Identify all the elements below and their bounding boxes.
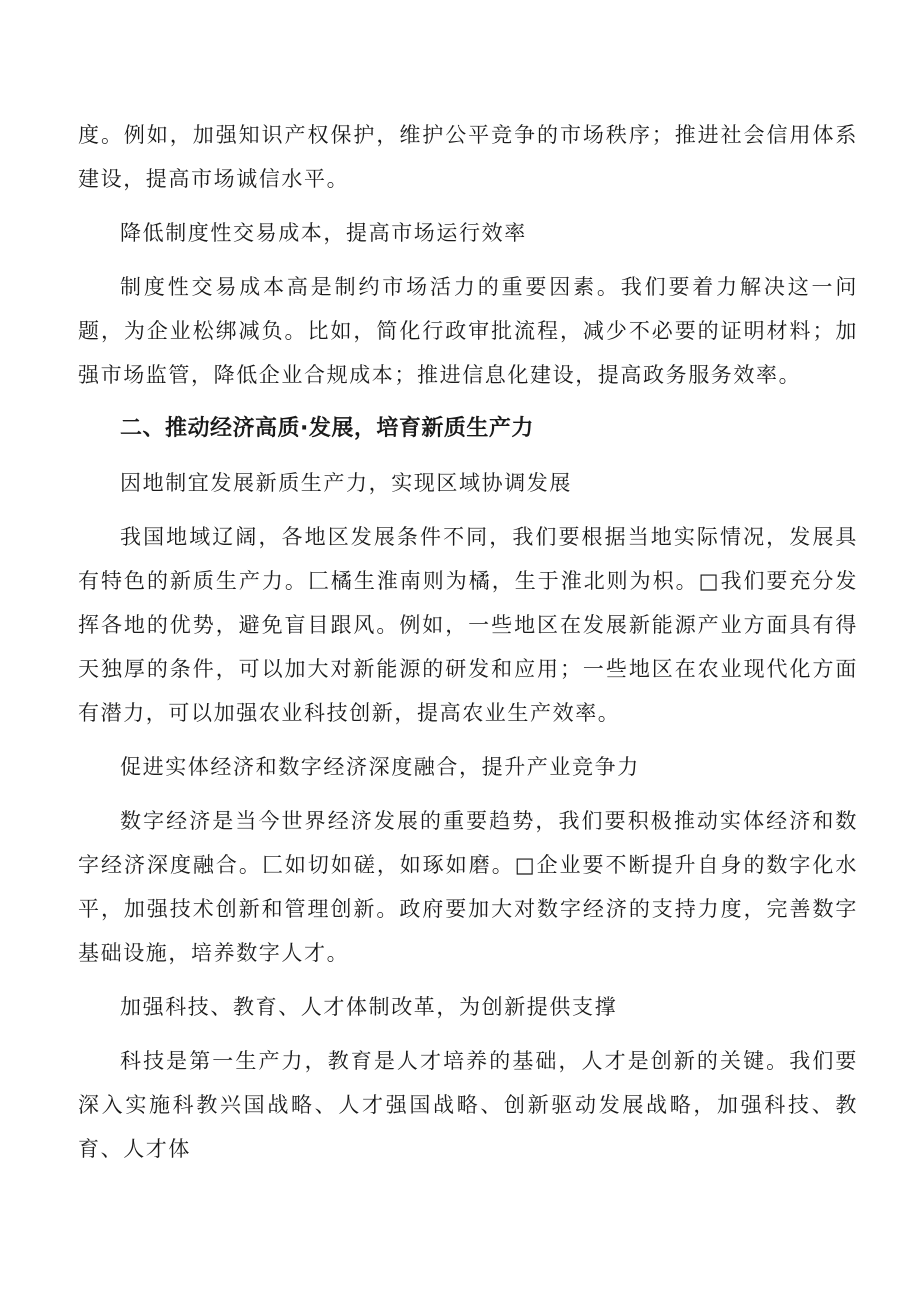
- paragraph-digital-economy: 数字经济是当今世界经济发展的重要趋势，我们要积极推动实体经济和数字经济深度融合。匚如切如磋，如琢如磨。□企业要不断提升自身的数字化水平，加强技术创新和管理创新。政府要加大对数字经济的支持力度，完善数字基础设施，培养数字人才。: [78, 809, 858, 965]
- paragraph-regional-development: 我国地域辽阔，各地区发展条件不同，我们要根据当地实际情况，发展具有特色的新质生产力。匚橘生淮南则为橘，生于淮北则为枳。□我们要充分发挥各地的优势，避免盲目跟风。例如，一些地区在发展新能源产业方面具有得天独厚的条件，可以加大对新能源的研发和应用；一些地区在农业现代化方面有潜力，可以加强农业科技创新，提高农业生产效率。: [78, 525, 858, 725]
- subheading-reform: 加强科技、教育、人才体制改革，为创新提供支撑: [120, 995, 618, 1019]
- paragraph-transaction-cost: 制度性交易成本高是制约市场活力的重要因素。我们要着力解决这一问题，为企业松绑减负。比如，简化行政审批流程，减少不必要的证明材料；加强市场监管，降低企业合规成本；推进信息化建设，提高政务服务效率。: [78, 275, 858, 387]
- paragraph-market-order: 度。例如，加强知识产权保护，维护公平竞争的市场秩序；推进社会信用体系建设，提高市场诚信水平。: [78, 123, 858, 191]
- subheading-digital-economy: 促进实体经济和数字经济深度融合，提升产业竞争力: [120, 755, 640, 779]
- subheading-regional-development: 因地制宜发展新质生产力，实现区域协调发展: [120, 471, 572, 495]
- document-body: [78, 113, 858, 1181]
- subheading-transaction-cost: 降低制度性交易成本，提高市场运行效率: [120, 221, 527, 245]
- paragraph-reform: 科技是第一生产力，教育是人才培养的基础，人才是创新的关键。我们要深入实施科教兴国战略、人才强国战略、创新驱动发展战略，加强科技、教育、人才体: [78, 1049, 858, 1161]
- section-heading-two: 二、推动经济高质·发展，培育新质生产力: [120, 416, 534, 441]
